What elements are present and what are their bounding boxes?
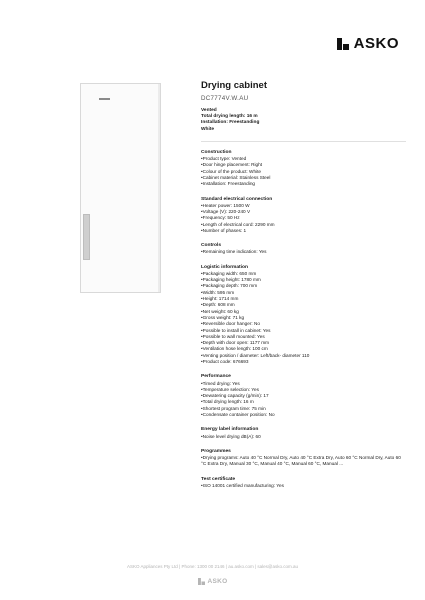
spec-item: • Length of electrical cord: 2290 mm [201, 222, 406, 228]
spec-item: • Packaging width: 650 mm [201, 271, 406, 277]
section-title: Logistic information [201, 264, 249, 270]
spec-item: • Dewatering capacity (g/min): 17 [201, 393, 406, 399]
spec-item: • Shortest program time: 75 min [201, 406, 406, 412]
spec-section [201, 449, 406, 468]
spec-item: • Colour of the product: White [201, 169, 406, 175]
spec-item: • Packaging height: 1780 mm [201, 277, 406, 283]
section-list [201, 483, 406, 489]
spec-section [201, 150, 406, 188]
spec-item: • Condensate container position: No [201, 412, 406, 418]
section-list [201, 271, 406, 365]
control-panel [99, 98, 110, 100]
spec-section [201, 427, 406, 440]
spec-item: • Product type: Vented [201, 156, 406, 162]
spec-item: • ISO 14001 certified manufacturing: Yes [201, 483, 406, 489]
spec-item: • Ventilation hose length: 100 cm [201, 346, 406, 352]
spec-item: • Noise level drying dB(A): 60 [201, 434, 406, 440]
spec-item: • Voltage (V): 220-240 V [201, 209, 406, 215]
spec-section [201, 197, 406, 235]
product-image-drying-cabinet [80, 83, 161, 293]
section-list [201, 203, 406, 234]
spec-item: • Frequency: 50 Hz [201, 215, 406, 221]
asko-logo-icon [337, 38, 349, 50]
spec-item: • Temperature selection: Yes [201, 387, 406, 393]
product-title: Drying cabinet [201, 80, 267, 91]
footer-logo-icon [198, 578, 205, 585]
section-list [201, 249, 406, 255]
spec-item: • Width: 595 mm [201, 290, 406, 296]
spec-content [201, 80, 406, 489]
spec-item: • Venting position / diameter: Left/back- diameter 110 [201, 353, 406, 359]
spec-item: • Heater power: 1500 W [201, 203, 406, 209]
footer-contact: ASKO Appliances Pty Ltd | Phone: 1300 00 2146 | au.asko.com | sales@asko.com.au [127, 564, 298, 569]
door-handle [83, 214, 90, 260]
spec-section [201, 374, 406, 418]
footer-logo-text: ASKO [207, 578, 228, 585]
product-model: DC7774V.W.AU [201, 95, 249, 102]
section-title: Energy label information [201, 427, 259, 433]
spec-item: • Net weight: 60 kg [201, 309, 406, 315]
spec-item: • Timed drying: Yes [201, 381, 406, 387]
spec-item: • Installation: Freestanding [201, 181, 406, 187]
spec-item: • Door hinge placement: Right [201, 162, 406, 168]
spec-item: • Remaining time indication: Yes [201, 249, 406, 255]
spec-item: • Number of phases: 1 [201, 228, 406, 234]
section-title: Performance [201, 374, 231, 380]
spec-item: • Reversible door hanger: No [201, 321, 406, 327]
section-list [201, 381, 406, 419]
cabinet-side-shade [158, 84, 160, 292]
spec-item: • Possible to wall mounted: Yes [201, 334, 406, 340]
highlight-item: Installation: Freestanding [201, 120, 260, 126]
footer-logo [0, 578, 425, 585]
section-title: Test certificate [201, 476, 236, 482]
asko-logo [337, 35, 399, 52]
spec-item: • Drying programs: Auto 40 °C Normal Dry, Auto 40 °C Extra Dry, Auto 60 °C Normal Dry, Auto 60 °C Extra Dry, Manual 30 °C, Manual 40 °C, Manual 60 °C, Manual ... [201, 455, 406, 468]
spec-section [201, 265, 406, 366]
spec-item: • Packaging depth: 700 mm [201, 283, 406, 289]
section-title: Programmes [201, 448, 231, 454]
spec-section [201, 477, 406, 490]
product-highlights [201, 108, 406, 133]
section-list [201, 455, 406, 468]
highlight-item: Vented [201, 108, 217, 113]
highlight-item: White [201, 126, 215, 132]
spec-item: • Gross weight: 71 kg [201, 315, 406, 321]
spec-item: • Height: 1714 mm [201, 296, 406, 302]
spec-item: • Cabinet material: Stainless Steel [201, 175, 406, 181]
section-title: Construction [201, 149, 232, 155]
spec-item: • Depth: 608 mm [201, 302, 406, 308]
section-list [201, 434, 406, 440]
highlight-item: Total drying length: 16 m [201, 114, 258, 120]
divider [201, 141, 406, 142]
section-title: Standard electrical connection [201, 196, 273, 202]
section-list [201, 156, 406, 187]
spec-sections [201, 150, 406, 489]
spec-section [201, 243, 406, 256]
section-title: Controls [201, 243, 222, 249]
spec-item: • Product code: 676693 [201, 359, 406, 365]
spec-item: • Total drying length: 16 m [201, 399, 406, 405]
asko-logo-text: ASKO [353, 35, 399, 52]
spec-item: • Depth with door open: 1177 mm [201, 340, 406, 346]
spec-item: • Possible to install in cabinet: Yes [201, 328, 406, 334]
